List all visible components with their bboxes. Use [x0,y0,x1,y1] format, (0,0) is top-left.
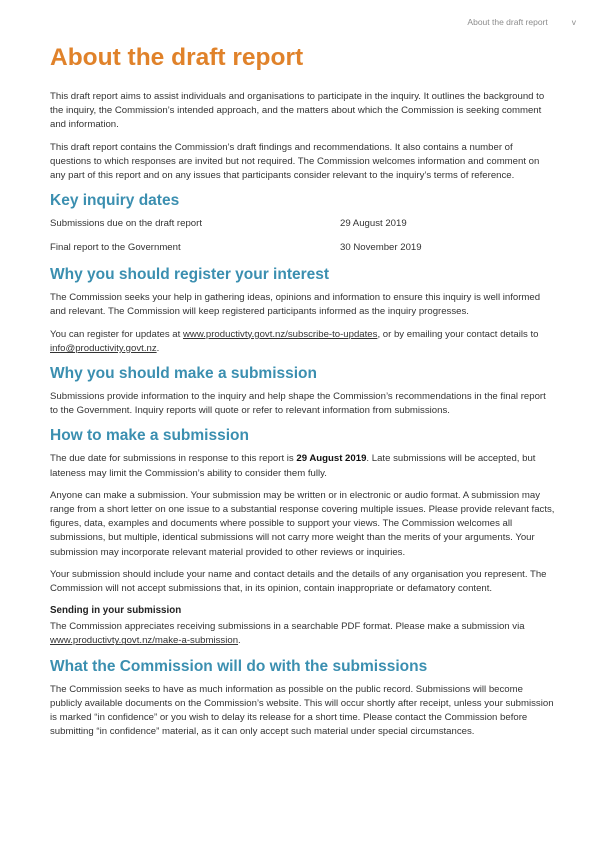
sending-subheading: Sending in your submission [50,605,182,617]
due-date: 29 August 2019 [296,453,367,465]
running-header-title: About the draft report [467,17,548,27]
register-text: You can register for updates at [50,328,183,340]
how-to-text: . Late submissions will be accepted, but lateness may limit the Commission’s ability to consider them fully. [50,453,536,479]
subscribe-link[interactable]: www.productivty.govt.nz/subscribe-to-updates [182,328,378,340]
key-dates-heading: Key inquiry dates [50,192,180,210]
register-paragraph-1: The Commission seeks your help in gathering ideas, opinions and information to ensure this inquiry is well informed and relevant. The Commission will keep registered participants informed as the inquiry progresses. [50,292,541,318]
sending-paragraph [50,620,555,648]
intro-paragraph-1: This draft report aims to assist individuals and organisations to participate in the inquiry. It outlines the background to the inquiry, the Commission’s intended approach, and the matters about which the Commission is seeking comment and information. [50,91,545,131]
register-text: , or by emailing your contact details to [377,328,539,340]
key-date-row [50,241,555,255]
how-to-paragraph-1 [50,452,555,480]
how-to-text: The due date for submissions in response to this report is [50,453,297,465]
key-date-label: Submissions due on the draft report [50,218,202,230]
commission-do-paragraph: The Commission seeks to have as much information as possible on the public record. Submissions will become publicly available documents on the Commission’s website. This will occur shortly after receipt, unless your submission is marked “in confidence” or you wish to delay its release for a short time. Please contact the Commission before submitting “in confidence” material, as it can only accept such material under special circumstances. [50,683,554,738]
make-submission-heading: Why you should make a submission [50,365,317,383]
page-title: About the draft report [50,44,304,71]
sending-text: The Commission appreciates receiving submissions in a searchable PDF format. Please make a submission via [50,621,525,633]
running-header [467,17,576,27]
register-paragraph-2 [50,328,555,356]
key-date-row [50,217,555,231]
make-submission-link[interactable]: www.productivty.govt.nz/make-a-submission [50,635,239,647]
sending-text: . [238,635,241,647]
register-text: . [156,342,160,354]
make-submission-paragraph: Submissions provide information to the inquiry and help shape the Commission’s recommendations in the final report to the Government. Inquiry reports will quote or refer to relevant information from submissions. [50,391,546,417]
intro-paragraph-2: This draft report contains the Commission’s draft findings and recommendations. It also contains a number of questions to which responses are invited but not required. The Commission welcomes information and comment on any part of this report and on any issues that participants consider relevant to the inquiry’s terms of reference. [50,141,540,182]
email-link[interactable]: info@productivity.govt.nz [50,342,157,354]
key-date-label: Final report to the Government [50,242,181,254]
how-to-paragraph-2: Anyone can make a submission. Your submission may be written or in electronic or audio format. A submission may range from a short letter on one issue to a substantial response covering multiple issues. Please provide relevant facts, figures, data, examples and documents where possible to support your views. The Commission welcomes all submissions, but multiple, identical submissions will not carry more weight than the merits of your arguments. Your submission may incorporate relevant material provided to other reviews or inquiries. [50,489,555,558]
page-content [50,43,555,747]
key-date-value: 29 August 2019 [340,218,407,230]
key-dates-table [50,217,555,255]
register-heading: Why you should register your interest [50,266,330,284]
commission-do-heading: What the Commission will do with the submissions [50,657,428,675]
how-to-paragraph-3: Your submission should include your name and contact details and the details of any organisation you represent. The Commission will not accept submissions that, in its opinion, contain inappropriate or defamatory content. [50,568,547,595]
how-to-heading: How to make a submission [50,427,249,445]
page-number: v [571,17,576,27]
key-date-value: 30 November 2019 [340,242,422,254]
